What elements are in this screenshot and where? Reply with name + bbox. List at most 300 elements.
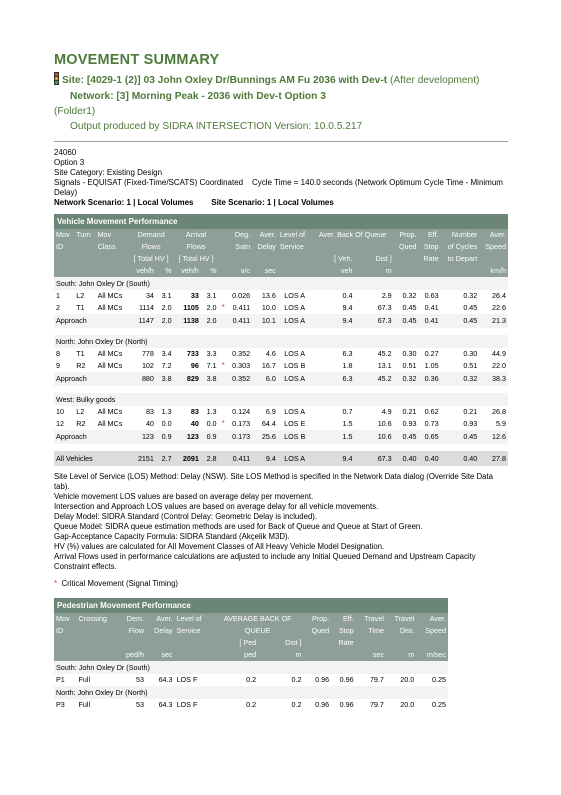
table-cell [219,372,227,386]
table-cell: 102 [141,361,154,370]
table-cell: 26.4 [492,291,506,300]
notes [54,472,508,572]
note-line: Site Level of Service (LOS) Method: Delay (NSW). Site LOS Method is specified in the Network Data dialog (Override Site Data tab). [54,472,493,491]
table-cell: Crossing [76,613,117,625]
table-cell: 2.0 [161,303,172,312]
table-cell: 6.3 [311,372,354,386]
column-header [54,253,129,265]
table-cell: 0.411 [232,303,251,312]
table-cell [278,265,312,277]
table-cell: 0.27 [424,349,439,358]
table-cell: 1.05 [424,361,439,370]
table-cell: Time [356,625,386,637]
movement-row [54,360,508,372]
table-cell: 6.0 [252,372,278,386]
column-header [54,649,118,661]
table-cell: 2091 [174,451,201,466]
column-header-row [54,229,508,241]
table-cell: LOS E [284,419,306,428]
table-cell: 9 [56,361,60,370]
table-cell: Service [278,241,312,253]
column-header: Flows [174,241,219,253]
table-cell: Aver. [146,613,175,625]
table-cell: Dist. [386,625,416,637]
section-label: South: John Oxley Dr (South) [54,277,508,290]
table-cell: 2.9 [381,291,392,300]
table-cell: 26.8 [492,407,506,416]
table-cell: 0.73 [424,419,439,428]
approach-section-row [54,686,448,699]
table-cell: 0.0 [161,419,172,428]
table-cell: 0.32 [402,291,417,300]
table-cell: 3.8 [156,372,174,386]
note-line: HV (%) values are calculated for All Movement Classes of All Heavy Vehicle Model Designation. [54,542,385,551]
table-cell: P3 [56,700,65,709]
movement-row [54,302,508,314]
table-cell: 10.0 [261,303,276,312]
table-cell [76,625,117,637]
table-cell [219,290,227,302]
table-cell: Qued [394,241,419,253]
table-cell: 1.3 [206,407,217,416]
table-cell: 3.3 [206,349,217,358]
table-cell: 0.62 [424,407,439,416]
table-cell: 0.41 [424,303,439,312]
table-cell: Class [96,241,129,253]
table-cell: T1 [76,303,85,312]
network-label: Network: [3] Morning Peak - 2036 with Dev-t Option 3 [70,91,326,102]
table-cell: ped [212,649,258,661]
table-cell: 0.352 [232,349,251,358]
table-cell: 10.6 [355,430,394,444]
table-cell: Level of [278,229,312,241]
note-line: Queue Model: SIDRA queue estimation methods are used for Back of Queue and Queue at Start of Green. [54,522,423,531]
legend-text: Critical Movement (Signal Timing) [61,579,179,588]
table-cell: 6.9 [265,407,276,416]
column-header [304,649,356,661]
spacer [54,444,508,451]
table-cell: Stop [419,241,441,253]
table-cell: 16.7 [261,361,276,370]
table-title: Pedestrian Movement Performance [54,598,448,613]
table-cell: Dist ] [258,637,303,649]
column-header: Flows [129,241,174,253]
table-cell: 0.51 [463,361,478,370]
table-cell [219,241,227,253]
table-cell: 4.9 [381,407,392,416]
legend [54,579,508,588]
table-cell: 10.6 [377,419,392,428]
table-cell: 1.3 [161,407,172,416]
table-cell: km/h [479,265,508,277]
table-cell: 53 [135,700,144,709]
table-cell: T1 [76,349,85,358]
option: Option 3 [54,158,85,167]
table-cell: 2.0 [156,314,174,328]
units-row [54,265,508,277]
table-cell: 22.6 [492,303,506,312]
table-cell: Flow [118,625,146,637]
section-label: West: Bulky goods [54,393,508,406]
all-vehicles-row [54,451,508,466]
table-cell: Mov [54,613,76,625]
table-cell: 0.124 [232,407,251,416]
table-cell: Travel [356,613,386,625]
table-title-row [54,214,508,229]
table-cell: Eff. [331,613,356,625]
column-header: [ Total HV ] [174,253,219,265]
table-cell: LOS F [176,675,198,684]
table-cell: ID [54,625,76,637]
table-cell: 64.4 [261,419,276,428]
column-header: [ Total HV ] [129,253,174,265]
pedestrian-movement-table [54,598,448,711]
note-line: Arrival Flows used in performance calculations are adjusted to include any Initial Queued Demand and Upstream Capacity Constraint effects. [54,552,476,571]
table-cell: 44.9 [492,349,506,358]
spacer-row [54,328,508,335]
table-cell: Number [441,229,480,241]
column-header [54,265,129,277]
note-line: Vehicle movement LOS values are based on average delay per movement. [54,492,314,501]
table-cell [219,430,227,444]
approach-row [54,372,508,386]
table-cell: 0.36 [419,372,441,386]
table-cell: 67.3 [377,303,392,312]
table-cell: 38.3 [479,372,508,386]
table-cell: 6.3 [342,349,353,358]
section-label: North: John Oxley Dr (North) [54,335,508,348]
column-header-row [54,625,448,637]
table-title: Vehicle Movement Performance [54,214,508,229]
table-cell: sec [252,265,278,277]
table-cell: 20.0 [400,700,415,709]
table-cell: 33 [190,291,199,300]
column-header: Arrival [174,229,219,241]
table-cell: 0.41 [419,314,441,328]
table-cell: Dist ] [355,253,394,265]
table-cell: Satn [227,241,252,253]
table-cell: Full [78,700,91,709]
table-cell [479,253,508,265]
table-cell: Level of [175,613,212,625]
cycle-time: Cycle Time = 140.0 seconds (Network Optimum Cycle Time - Minimum Delay) [54,178,503,197]
column-header [394,265,480,277]
approach-section-row [54,393,508,406]
table-cell: 64.3 [158,675,173,684]
table-cell: 0.40 [419,451,441,466]
network-scenario: Network Scenario: 1 | Local Volumes [54,198,194,207]
approach-row [54,314,508,328]
table-cell: 3.1 [206,291,217,300]
column-header [219,253,312,265]
table-cell: ped/h [118,649,146,661]
table-cell: 25.6 [252,430,278,444]
table-cell: [ Veh. [311,253,354,265]
table-cell: 34 [145,291,154,300]
table-cell: LOS A [278,314,312,328]
table-cell: Aver. [416,613,448,625]
table-cell: Mov [96,229,129,241]
table-cell: 0.96 [339,675,354,684]
critical-marker-icon: * [54,579,58,588]
approach-label: Approach [54,430,129,444]
table-cell: 2 [56,303,60,312]
signals-cycle [54,178,508,198]
table-cell [175,649,212,661]
approach-row [54,430,508,444]
approach-label: Approach [54,372,129,386]
site-line [54,72,508,87]
table-cell: veh/h [129,265,156,277]
table-cell: 0.21 [463,407,478,416]
table-cell: % [201,265,219,277]
table-cell: All MCs [97,349,123,358]
table-cell: 3.8 [201,372,219,386]
table-cell: 0.25 [432,700,446,709]
table-cell: Delay [252,241,278,253]
table-cell: veh [311,265,354,277]
critical-marker-icon: * [221,303,225,312]
table-cell [304,637,332,649]
table-cell: 53 [135,675,144,684]
table-cell [219,314,227,328]
table-cell: 0.63 [424,291,439,300]
pedestrian-row [54,674,448,686]
table-cell: 10.1 [252,314,278,328]
table-cell: 0.173 [227,430,252,444]
table-cell: 5.9 [496,419,506,428]
table-cell: % [156,265,174,277]
table-cell: P1 [56,675,65,684]
site-category: Site Category: Existing Design [54,168,163,177]
table-cell: 83 [145,407,154,416]
table-cell: 1.5 [342,419,353,428]
table-cell: 0.32 [441,372,480,386]
table-cell: m [258,649,303,661]
table-cell [219,406,227,418]
table-cell: 0.40 [394,451,419,466]
approach-section-row [54,661,448,674]
table-cell: Qued [304,625,332,637]
table-cell: 0.2 [291,700,302,709]
table-cell: 0.96 [315,675,330,684]
table-cell: 778 [141,349,154,358]
table-cell: 0.7 [342,407,353,416]
table-cell: 0.4 [342,291,353,300]
divider [54,141,508,142]
vehicle-movement-table [54,214,508,466]
table-cell: Deg. [227,229,252,241]
table-cell: m [355,265,394,277]
table-cell [219,265,227,277]
table-cell: 0.303 [232,361,251,370]
table-cell: 64.3 [158,700,173,709]
table-cell: 829 [174,372,201,386]
table-cell: 0.96 [315,700,330,709]
table-cell: 4.6 [265,349,276,358]
table-cell: Speed [416,625,448,637]
column-header: QUEUE [212,625,304,637]
table-cell: 79.7 [369,675,384,684]
table-cell: 0.30 [463,349,478,358]
table-cell: All MCs [97,291,123,300]
table-cell: 123 [129,430,156,444]
table-cell: 1147 [129,314,156,328]
signals: Signals - EQUISAT (Fixed-Time/SCATS) Coordinated [54,178,244,187]
table-cell: 3.1 [161,291,172,300]
table-cell: 0.32 [394,372,419,386]
page-title: MOVEMENT SUMMARY [54,52,220,68]
table-cell: Aver. [252,229,278,241]
table-cell: 67.3 [355,314,394,328]
table-cell: of Cycles [441,241,480,253]
table-cell: 1.5 [311,430,354,444]
table-cell: 0.026 [232,291,251,300]
table-cell: LOS A [278,372,312,386]
table-cell: 0.21 [402,407,417,416]
table-cell: 22.0 [492,361,506,370]
table-cell: 0.51 [402,361,417,370]
table-cell: 2.8 [201,451,219,466]
units-row [54,649,448,661]
site-suffix: (After development) [389,75,480,86]
table-cell: 1.8 [342,361,353,370]
table-cell: 733 [186,349,199,358]
table-cell: 45.2 [377,349,392,358]
output-line: Output produced by SIDRA INTERSECTION Version: 10.0.5.217 [70,121,363,132]
table-cell: sec [356,649,386,661]
table-cell: 83 [190,407,199,416]
movement-row [54,418,508,430]
table-cell: 9.4 [311,451,354,466]
table-cell: Speed [479,241,508,253]
table-cell: LOS F [176,700,198,709]
table-cell [394,253,419,265]
table-cell: Rate [331,637,356,649]
table-cell: 1138 [174,314,201,328]
table-cell: Delay [146,625,175,637]
table-cell: 0.45 [394,314,419,328]
table-cell: 13.1 [377,361,392,370]
table-cell: 0.411 [227,451,252,466]
table-cell: 13.6 [261,291,276,300]
column-header [311,241,393,253]
note-line: Delay Model: SIDRA Standard (Control Delay: Geometric Delay is included). [54,512,318,521]
movement-row [54,348,508,360]
table-cell: 9.4 [252,451,278,466]
folder-label: (Folder1) [54,106,96,117]
table-cell: veh/h [174,265,201,277]
table-cell: 21.3 [479,314,508,328]
table-cell: Mov [54,229,74,241]
table-cell: 8 [56,349,60,358]
table-cell: 10 [56,407,64,416]
table-cell: Travel [386,613,416,625]
table-cell: 12 [56,419,64,428]
table-cell: L2 [76,407,85,416]
column-header [54,637,212,649]
table-cell: m/sec [416,649,448,661]
table-cell: 1 [56,291,60,300]
table-cell: All MCs [97,361,123,370]
table-cell: 3.4 [161,349,172,358]
table-cell: 40 [145,419,154,428]
table-cell: m [386,649,416,661]
table-cell: LOS A [284,349,306,358]
table-cell: 0.93 [402,419,417,428]
spacer [54,386,508,393]
table-cell: 40 [190,419,199,428]
section-label: North: John Oxley Dr (North) [54,686,448,699]
approach-section-row [54,277,508,290]
table-cell: Aver. [479,229,508,241]
all-vehicles-label: All Vehicles [54,451,129,466]
column-header-row [54,253,508,265]
table-title-row [54,598,448,613]
table-cell: 0.65 [419,430,441,444]
table-cell: 0.9 [201,430,219,444]
table-cell: 0.2 [291,675,302,684]
column-header: AVERAGE BACK OF [212,613,304,625]
table-cell: All MCs [97,419,123,428]
table-cell: 20.0 [400,675,415,684]
table-cell: Rate [419,253,441,265]
table-cell: All MCs [97,407,123,416]
column-header [356,637,448,649]
table-cell: 27.8 [479,451,508,466]
column-header-row [54,241,508,253]
note-line: Gap-Acceptance Capacity Formula: SIDRA Standard (Akçelik M3D). [54,532,290,541]
table-cell: 79.7 [369,700,384,709]
table-cell [219,451,227,466]
approach-label: Approach [54,314,129,328]
table-cell: 0.32 [463,291,478,300]
critical-marker-icon: * [221,361,225,370]
table-cell: 0.45 [394,430,419,444]
table-cell: 2.0 [206,303,217,312]
site-label: Site: [4029-1 (2)] 03 John Oxley Dr/Bunnings AM Fu 2036 with Dev-t [62,75,388,86]
table-cell: 96 [190,361,199,370]
table-cell: Full [78,675,91,684]
table-cell: Dem. [118,613,146,625]
table-cell: 0.25 [432,675,446,684]
column-header: Demand [129,229,174,241]
table-cell: 67.3 [355,451,394,466]
movement-row [54,290,508,302]
pedestrian-row [54,699,448,711]
table-cell: Turn [74,229,95,241]
table-cell: 9.4 [311,314,354,328]
table-cell: [ Ped [212,637,258,649]
table-cell: 7.2 [161,361,172,370]
table-cell: R2 [76,419,86,428]
table-cell: LOS A [284,291,306,300]
table-cell: Prop. [394,229,419,241]
table-cell: LOS B [278,430,312,444]
table-cell: LOS A [278,451,312,466]
column-header-row [54,637,448,649]
table-cell: LOS A [284,303,306,312]
table-cell: 9.4 [342,303,353,312]
table-cell: 0.45 [402,303,417,312]
table-cell [74,241,95,253]
section-label: South: John Oxley Dr (South) [54,661,448,674]
scenarios [54,198,508,208]
table-cell: 2.7 [156,451,174,466]
table-cell: LOS B [284,361,306,370]
table-cell: Eff. [419,229,441,241]
table-cell: 2151 [129,451,156,466]
